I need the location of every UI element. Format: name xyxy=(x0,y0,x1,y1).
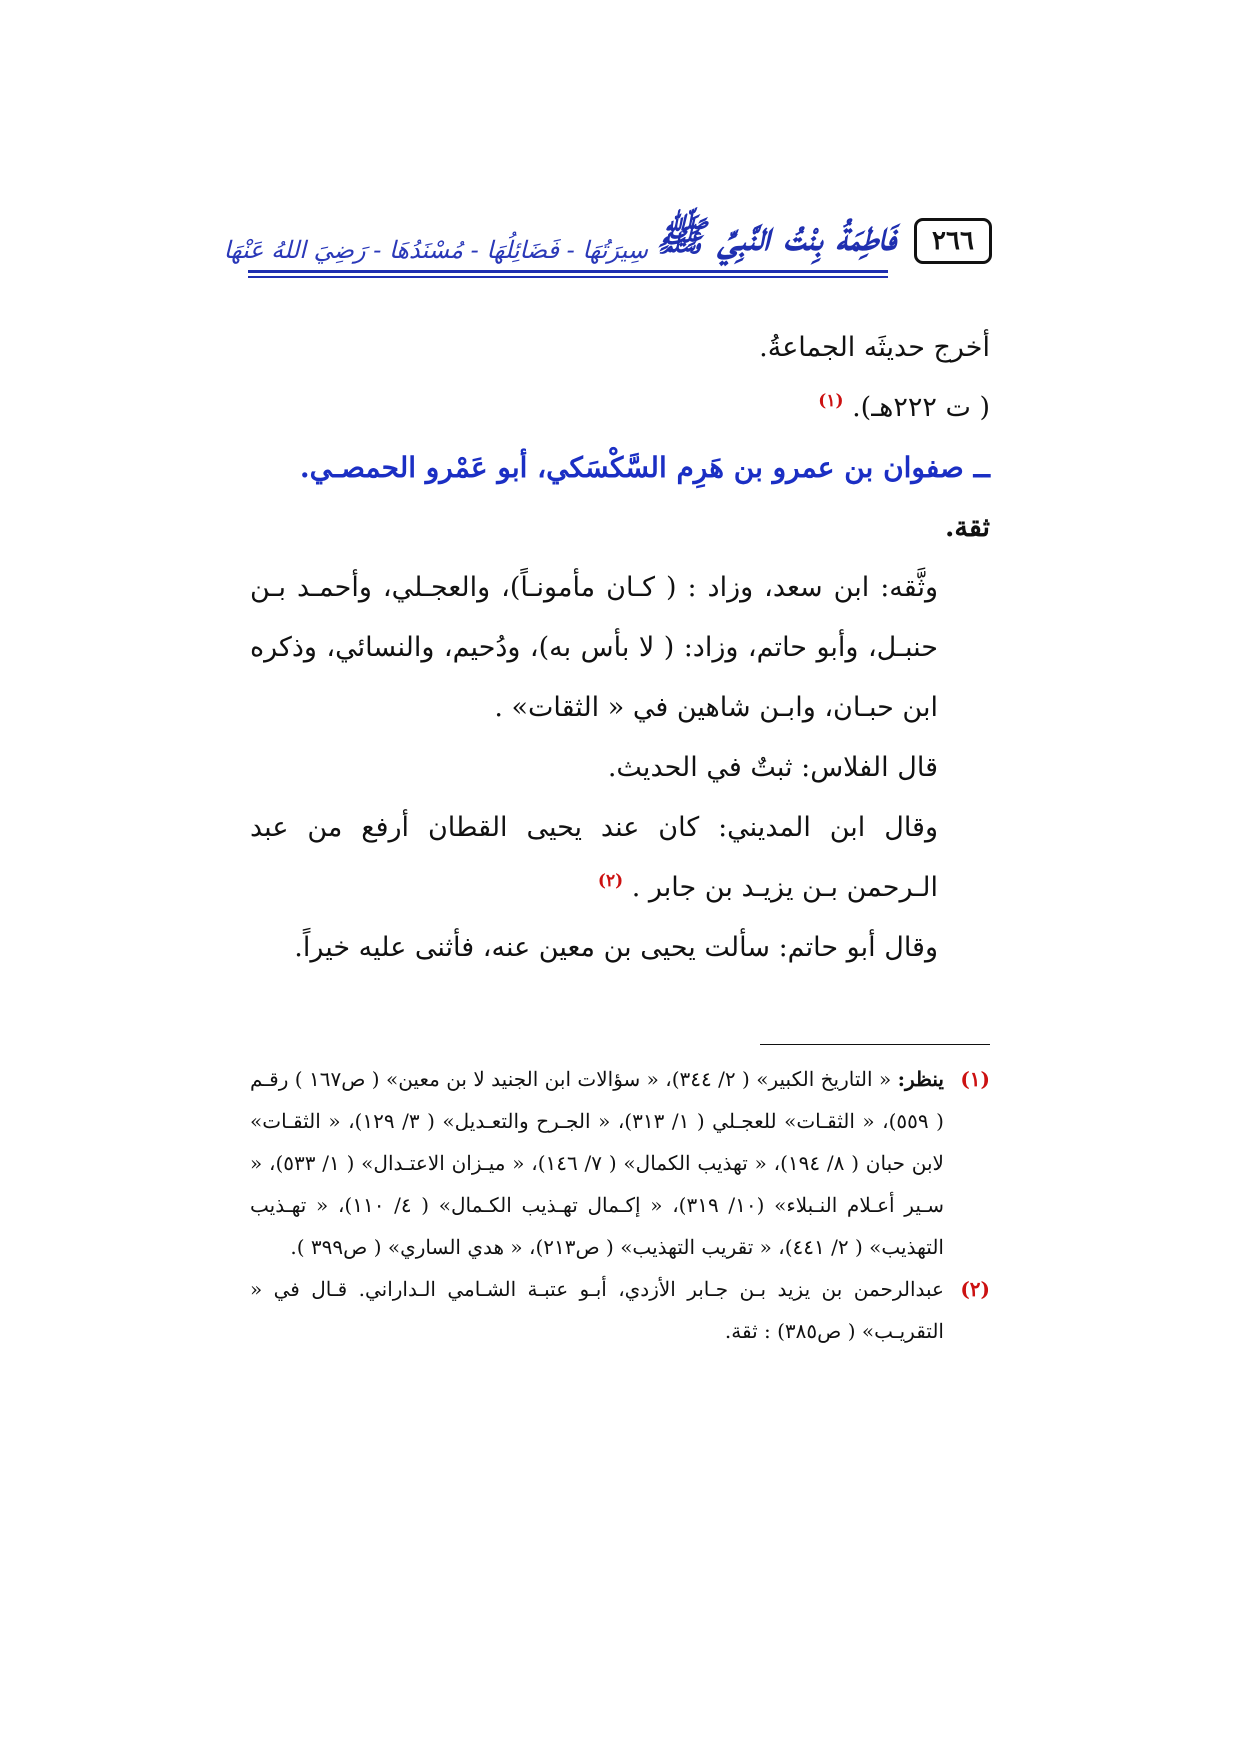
narrator-verdict: ثقة. xyxy=(944,512,990,543)
death-date-text: ( ت ٢٢٢هـ). xyxy=(852,392,990,423)
footnote-text: عبدالرحمن بن يزيد بـن جـابر الأزدي، أبـو عتبـة الشـامي الـداراني. قـال في « التقريـب» ( ص٣٨٥) : ثقة. xyxy=(250,1277,944,1343)
footnote-ref-2[interactable]: (٢) xyxy=(597,871,624,891)
running-header xyxy=(223,208,992,278)
ibn-madini-text: وقال ابن المديني: كان عند يحيى القطان أرفع من عبد الـرحمن بـن يزيـد بن جابر . xyxy=(250,812,938,903)
header-rule-bottom xyxy=(248,276,888,278)
footnote-text: « التاريخ الكبير» ( ٢/ ٣٤٤)، « سؤالات ابن الجنيد لا بن معين» ( ص١٦٧ ) رقـم ( ٥٥٩)، « الثقـات» للعجـلي ( ١/ ٣١٣)، « الجـرح والتعـديل» ( ٣/ ١٢٩)، « الثقـات» لابن حبان ( ٨/ ١٩٤)، « تهذيب الكمال» ( ٧/ ١٤٦)، « ميـزان الاعتـدال» ( ١/ ٥٣٣)، « سـير أعـلام النـبلاء» (١٠/ ٣١٩)، « إكـمال تهـذيب الكـمال» ( ٤/ ١١٠)، « تهـذيب التهذيب» ( ٢/ ٤٤١)، « تقريب التهذيب» ( ص٢١٣)، « هدي الساري» ( ص٣٩٩ ). xyxy=(250,1067,944,1259)
page-number xyxy=(914,218,992,264)
header-rule-top xyxy=(248,270,888,273)
footnotes xyxy=(250,1058,990,1352)
paragraph-hadith-note: أخرج حديثَه الجماعةُ. xyxy=(759,332,990,363)
paragraph-ibn-madini xyxy=(250,798,990,918)
footnote-number: (٢) xyxy=(960,1277,990,1301)
paragraph-abu-hatim: وقال أبو حاتم: سألت يحيى بن معين عنه، فأثنى عليه خيراً. xyxy=(294,932,938,963)
header-title xyxy=(223,208,896,270)
main-text xyxy=(250,318,990,978)
paragraph-death-date xyxy=(250,378,990,438)
narrator-heading: ــ صفوان بن عمرو بن هَرِم السَّكْسَكي، أبو عَمْرو الحمصـي. xyxy=(299,451,990,484)
footnote-2 xyxy=(250,1268,990,1352)
paragraph-fallas: قال الفلاس: ثبتٌ في الحديث. xyxy=(607,752,938,783)
footnote-separator xyxy=(760,1044,990,1045)
book-subtitle: سِيرَتُهَا - فَضَائِلُهَا - مُسْنَدُهَا - رَضِيَ اللهُ عَنْهَا xyxy=(223,236,648,264)
footnote-lead: ينظر: xyxy=(897,1067,944,1091)
paragraph-tawthiq: وثَّقه: ابن سعد، وزاد : ( كـان مأمونـاً)، والعجـلي، وأحمـد بـن حنبـل، وأبو حاتم، وزاد: ( لا بأس به)، ودُحيم، والنسائي، وذكره ابن حبـان، وابـن شاهين في « الثقات» . xyxy=(250,572,938,723)
footnote-ref-1[interactable]: (١) xyxy=(818,391,844,411)
book-title: فَاطِمَةُ بِنْتُ النَّبِيِّ ﷺ xyxy=(656,213,896,260)
footnote-number: (١) xyxy=(960,1067,990,1091)
footnote-1 xyxy=(250,1058,990,1268)
page-number-text: ٢٦٦ xyxy=(932,226,974,256)
